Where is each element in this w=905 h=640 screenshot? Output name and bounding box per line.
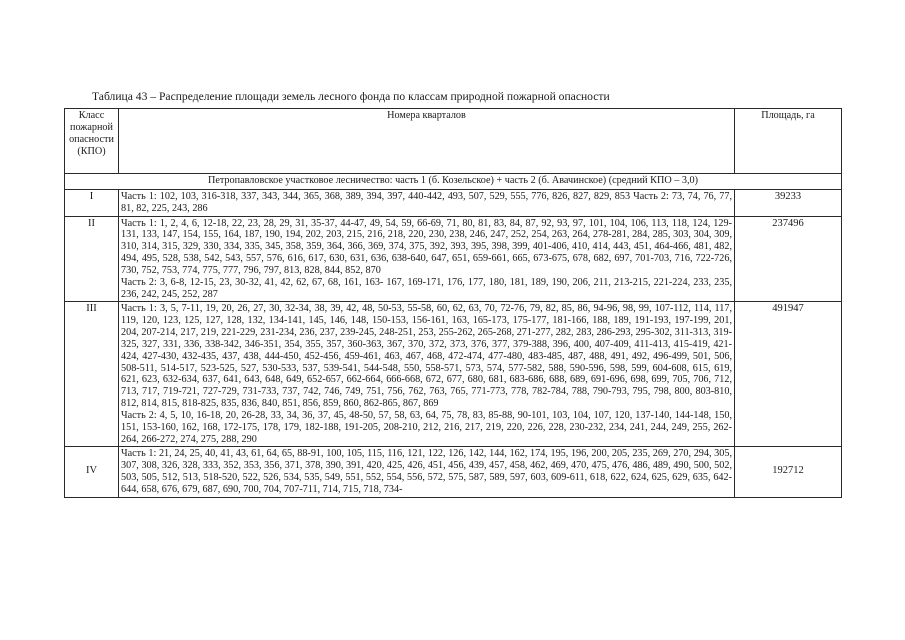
row-quarters [119, 216, 735, 302]
row-class: II [65, 216, 119, 302]
table-caption: Таблица 43 – Распределение площади земель лесного фонда по классам природной пожарной опасности [92, 90, 610, 103]
row-area: 491947 [735, 302, 842, 447]
table-header-row [65, 109, 842, 174]
row-area: 237496 [735, 216, 842, 302]
row-class: IV [65, 447, 119, 497]
quarters-part-1: Часть 1: 1, 2, 4, 6, 12-18, 22, 23, 28, 29, 31, 35-37, 44-47, 49, 54, 59, 66-69, 71, 80, 81, 83, 84, 87, 92, 93, 97, 101, 104, 106, 113, 118, 124, 129-131, 133, 147, 154, 155, 164, 187, 190, 194, 202, 203, 215, 216, 218, 220, 230, 238, 246, 247, 252, 254, 263, 264, 278-281, 284, 285, 303, 304, 309, 310, 314, 315, 329, 330, 334, 335, 345, 358, 359, 364, 366, 369, 374, 375, 392, 393, 395, 398, 399, 401-406, 410, 414, 443, 451, 464-466, 481, 482, 494, 495, 528, 538, 542, 543, 557, 576, 616, 617, 630, 631, 636, 638-640, 647, 651, 659-661, 665, 673-675, 678, 682, 697, 701-703, 716, 722-726, 730, 752, 753, 774, 775, 777, 796, 797, 813, 828, 844, 852, 870 [121, 217, 732, 276]
row-quarters [119, 302, 735, 447]
row-quarters: Часть 1: 102, 103, 316-318, 337, 343, 344, 365, 368, 389, 394, 397, 440-442, 493, 507, 529, 555, 776, 826, 827, 829, 853 Часть 2: 73, 74, 76, 77, 81, 82, 225, 243, 286 [119, 190, 735, 217]
row-quarters: Часть 1: 21, 24, 25, 40, 41, 43, 61, 64, 65, 88-91, 100, 105, 115, 116, 121, 122, 126, 142, 144, 162, 174, 195, 196, 200, 205, 235, 269, 270, 294, 305, 307, 308, 326, 328, 333, 352, 353, 356, 371, 378, 390, 391, 420, 425, 426, 451, 456, 439, 457, 458, 462, 469, 470, 475, 476, 486, 489, 490, 500, 502, 503, 505, 512, 513, 518-520, 522, 526, 534, 535, 549, 551, 552, 554, 556, 572, 575, 587, 589, 597, 603, 609-611, 618, 622, 624, 625, 629, 635, 642-644, 658, 676, 679, 687, 690, 700, 704, 707-711, 714, 715, 718, 734- [119, 447, 735, 497]
quarters-part-2: Часть 2: 3, 6-8, 12-15, 23, 30-32, 41, 42, 62, 67, 68, 161, 163- 167, 169-171, 176, 177, 180, 181, 189, 190, 206, 211, 213-215, 221-224, 233, 235, 236, 242, 245, 252, 287 [121, 276, 732, 300]
quarters-part-2: Часть 2: 4, 5, 10, 16-18, 20, 26-28, 33, 34, 36, 37, 45, 48-50, 57, 58, 63, 64, 75, 78, 83, 85-88, 90-101, 103, 104, 107, 120, 137-140, 144-148, 150, 151, 153-160, 162, 168, 172-175, 178, 179, 182-188, 191-205, 208-210, 212, 216, 217, 219, 220, 226, 228, 230-232, 234, 241, 244, 249, 255, 262-264, 266-272, 274, 275, 288, 290 [121, 409, 732, 445]
header-class: Класс пожарной опасности (КПО) [65, 109, 119, 174]
table-row [65, 447, 842, 497]
forestry-subheader: Петропавловское участковое лесничество: часть 1 (б. Козельское) + часть 2 (б. Авачинское) (средний КПО – 3,0) [65, 174, 842, 190]
table-row [65, 216, 842, 302]
header-quarters: Номера кварталов [119, 109, 735, 174]
forestry-subheader-row [65, 174, 842, 190]
quarters-part-1: Часть 1: 3, 5, 7-11, 19, 20, 26, 27, 30, 32-34, 38, 39, 42, 48, 50-53, 55-58, 60, 62, 63, 70, 72-76, 79, 82, 85, 86, 94-96, 98, 99, 107-112, 114, 117, 119, 120, 123, 125, 127, 128, 132, 134-141, 145, 146, 148, 150-153, 156-161, 163, 165-173, 175-177, 181-166, 188, 189, 191-193, 197-199, 201, 204, 207-214, 217, 219, 221-229, 231-234, 236, 237, 239-245, 248-251, 253, 255-262, 265-268, 271-277, 282, 283, 286-293, 295-302, 311-313, 319-325, 327, 331, 336, 338-342, 346-351, 354, 355, 357, 360-363, 367, 370, 372, 373, 376, 377, 379-388, 396, 400, 407-409, 411-413, 415-419, 421-424, 427-430, 432-435, 437, 438, 444-450, 452-456, 459-461, 463, 467, 468, 472-474, 477-480, 483-485, 487, 488, 491, 492, 496-499, 501, 506, 508-511, 514-517, 523-525, 527, 530-533, 537, 539-541, 544-548, 550, 558-571, 573, 574, 577-582, 588, 590-596, 598, 599, 604-608, 615, 619, 621, 623, 632-634, 637, 641, 643, 648, 649, 652-657, 662-664, 666-668, 672, 677, 680, 681, 683-686, 688, 689, 691-696, 698, 699, 705, 706, 712, 713, 717, 719-721, 727-729, 731-733, 737, 742, 746, 749, 751, 756, 762, 763, 765, 771-773, 778, 782-784, 788, 790-793, 795, 798, 800, 803-810, 812, 814, 815, 818-825, 835, 836, 840, 851, 856, 859, 860, 862-865, 867, 869 [121, 303, 732, 410]
header-area: Площадь, га [735, 109, 842, 174]
fire-class-table [64, 108, 842, 498]
row-area: 192712 [735, 447, 842, 497]
row-class: I [65, 190, 119, 217]
table-row [65, 302, 842, 447]
row-area: 39233 [735, 190, 842, 217]
table-row [65, 190, 842, 217]
row-class: III [65, 302, 119, 447]
